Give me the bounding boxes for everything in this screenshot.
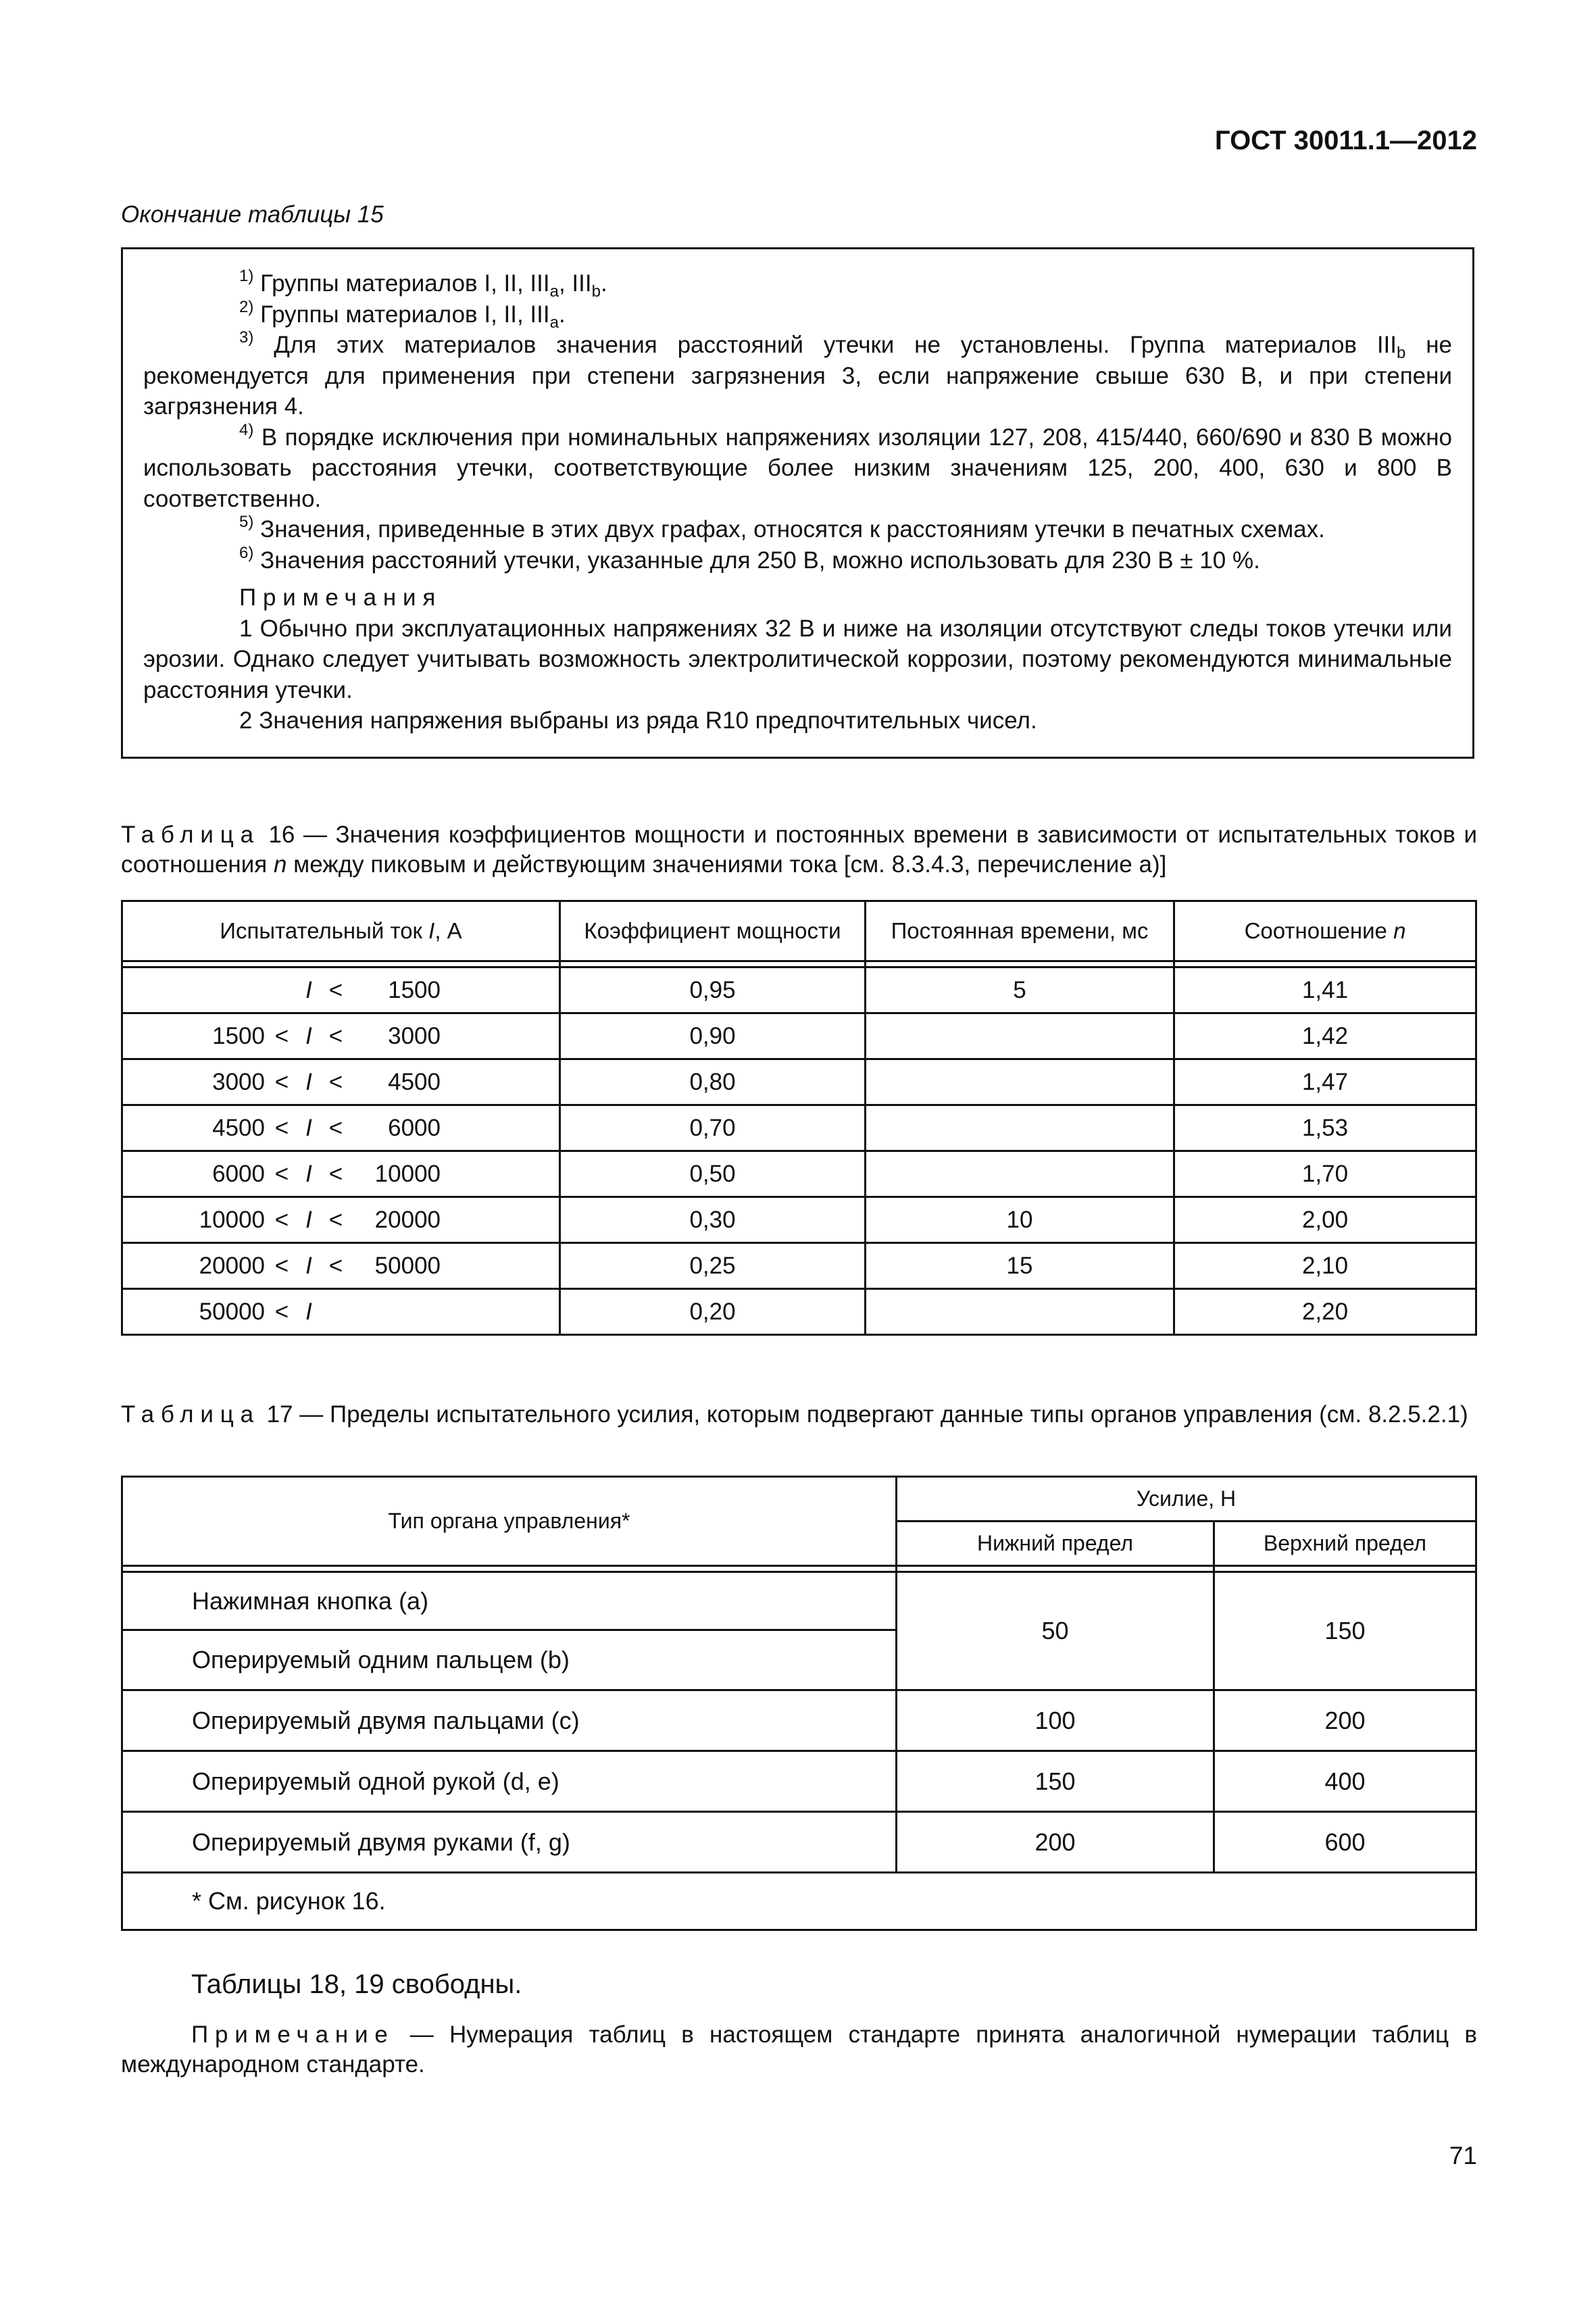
table-row [122,1751,1476,1812]
current-range: 50000 < I [122,1289,560,1335]
control-type-cell: Оперируемый одним пальцем (b) [122,1630,897,1690]
power-factor-cell: 0,20 [560,1289,866,1335]
current-range: 20000 < I < 50000 [122,1243,560,1289]
time-constant-cell [866,1105,1174,1151]
table-row [122,1059,1476,1105]
table-row [122,1151,1476,1197]
table16-caption: Таблица 16 — Значения коэффициентов мощности и постоянных времени в зависимости от испытательных токов и соотношения n между пиковым и действующим значениями тока [см. 8.3.4.3, перечисление а)] [121,822,1477,878]
footnote-6: $^{6)}$ Значения расстояний утечки, указанные для 250 В, можно использовать для 230 В ± 10 %. [239,543,1260,574]
time-constant-cell: 15 [866,1243,1174,1289]
ratio-cell: 2,10 [1174,1243,1476,1289]
table15-footnotes-box [121,247,1474,759]
current-range: 1500 < I < 3000 [122,1013,560,1059]
ratio-cell: 2,20 [1174,1289,1476,1335]
power-factor-cell: 0,70 [560,1105,866,1151]
col-header-upper-limit: Верхний предел [1214,1521,1476,1566]
lower-limit-cell: 50 [897,1572,1214,1690]
page-number: 71 [1449,2142,1477,2169]
upper-limit-cell: 200 [1214,1690,1476,1751]
ratio-cell: 1,53 [1174,1105,1476,1151]
current-range: I < 1500 [122,967,560,1013]
time-constant-cell: 10 [866,1197,1174,1243]
current-range: 4500 < I < 6000 [122,1105,560,1151]
footnote-3: $^{3)}$ Для этих материалов значения расстояний утечки не установлены. Группа материалов $III_b$ не рекомендуется для применения при степени загрязнения 3, если напряжение свыше 630 В, и при степени загрязнения 4. [143,328,1453,420]
control-type-cell: Оперируемый двумя пальцами (с) [122,1690,897,1751]
col-header-control-type: Тип органа управления* [122,1477,897,1566]
free-tables-statement: Таблицы 18, 19 свободны. [191,1969,522,1999]
table-row [122,1690,1476,1751]
note-2: 2 Значения напряжения выбраны из ряда R10 предпочтительных чисел. [239,707,1037,734]
control-type-cell: Оперируемый двумя руками (f, g) [122,1812,897,1873]
time-constant-cell: 5 [866,967,1174,1013]
power-factor-cell: 0,95 [560,967,866,1013]
col-header-current: Испытательный ток I, А [122,901,560,961]
time-constant-cell [866,1013,1174,1059]
time-constant-cell [866,1289,1174,1335]
time-constant-cell [866,1059,1174,1105]
power-factor-cell: 0,25 [560,1243,866,1289]
table16-header-row [122,901,1476,961]
col-header-power-factor: Коэффициент мощности [560,901,866,961]
upper-limit-cell: 600 [1214,1812,1476,1873]
control-type-cell: Оперируемый одной рукой (d, е) [122,1751,897,1812]
table17-footnote: * См. рисунок 16. [122,1873,1476,1930]
upper-limit-cell: 400 [1214,1751,1476,1812]
control-type-cell: Нажимная кнопка (а) [122,1572,897,1630]
ratio-cell: 2,00 [1174,1197,1476,1243]
footnote-5: $^{5)}$ Значения, приведенные в этих двух графах, относятся к расстояниям утечки в печатных схемах. [239,513,1325,543]
col-header-ratio: Соотношение n [1174,901,1476,961]
current-range: 3000 < I < 4500 [122,1059,560,1105]
table16 [121,900,1477,1336]
power-factor-cell: 0,90 [560,1013,866,1059]
upper-limit-cell: 150 [1214,1572,1476,1690]
current-range: 10000 < I < 20000 [122,1197,560,1243]
ratio-cell: 1,70 [1174,1151,1476,1197]
table-row [122,1197,1476,1243]
table17-caption: Таблица 17 — Пределы испытательного усилия, которым подвергают данные типы органов управления (см. 8.2.5.2.1) [121,1401,1468,1428]
document-standard-number: ГОСТ 30011.1—2012 [1214,126,1477,155]
lower-limit-cell: 100 [897,1690,1214,1751]
notes-title: Примечания [239,584,443,611]
table-row [122,1289,1476,1335]
col-header-time-constant: Постоянная времени, мс [866,901,1174,961]
table15-end-caption: Окончание таблицы 15 [121,201,384,228]
lower-limit-cell: 200 [897,1812,1214,1873]
ratio-cell: 1,41 [1174,967,1476,1013]
col-header-lower-limit: Нижний предел [897,1521,1214,1566]
table-row [122,1572,1476,1630]
footnote-4: $^{4)}$ В порядке исключения при номинальных напряжениях изоляции 127, 208, 415/440, 660/690 и 830 В можно использовать расстояния утечки, соответствующие более низким значениям 125, 200, 400, 630 и 800 В соответственно. [143,420,1452,512]
current-range: 6000 < I < 10000 [122,1151,560,1197]
table-row [122,1812,1476,1873]
time-constant-cell [866,1151,1174,1197]
table-row [122,1105,1476,1151]
footnote-2: $^{2)}$ Группы материалов I, II, $III_a$. [239,297,566,332]
final-note: Примечание — Нумерация таблиц в настоящем стандарте принята аналогичной нумерации таблиц в международном стандарте. [121,2021,1477,2078]
table-row [122,1243,1476,1289]
power-factor-cell: 0,50 [560,1151,866,1197]
ratio-cell: 1,47 [1174,1059,1476,1105]
col-header-force: Усилие, Н [897,1477,1476,1521]
note-1: 1 Обычно при эксплуатационных напряжениях 32 В и ниже на изоляции отсутствуют следы токов утечки или эрозии. Однако следует учитывать возможность электролитической коррозии, поэтому рекомендуются минимальные расстояния утечки. [143,615,1452,703]
table17 [121,1476,1477,1931]
power-factor-cell: 0,80 [560,1059,866,1105]
ratio-cell: 1,42 [1174,1013,1476,1059]
lower-limit-cell: 150 [897,1751,1214,1812]
power-factor-cell: 0,30 [560,1197,866,1243]
table-row [122,967,1476,1013]
footnote-1: $^{1)}$ Группы материалов I, II, $III_a$, $III_b$. [239,267,607,301]
table-row [122,1013,1476,1059]
